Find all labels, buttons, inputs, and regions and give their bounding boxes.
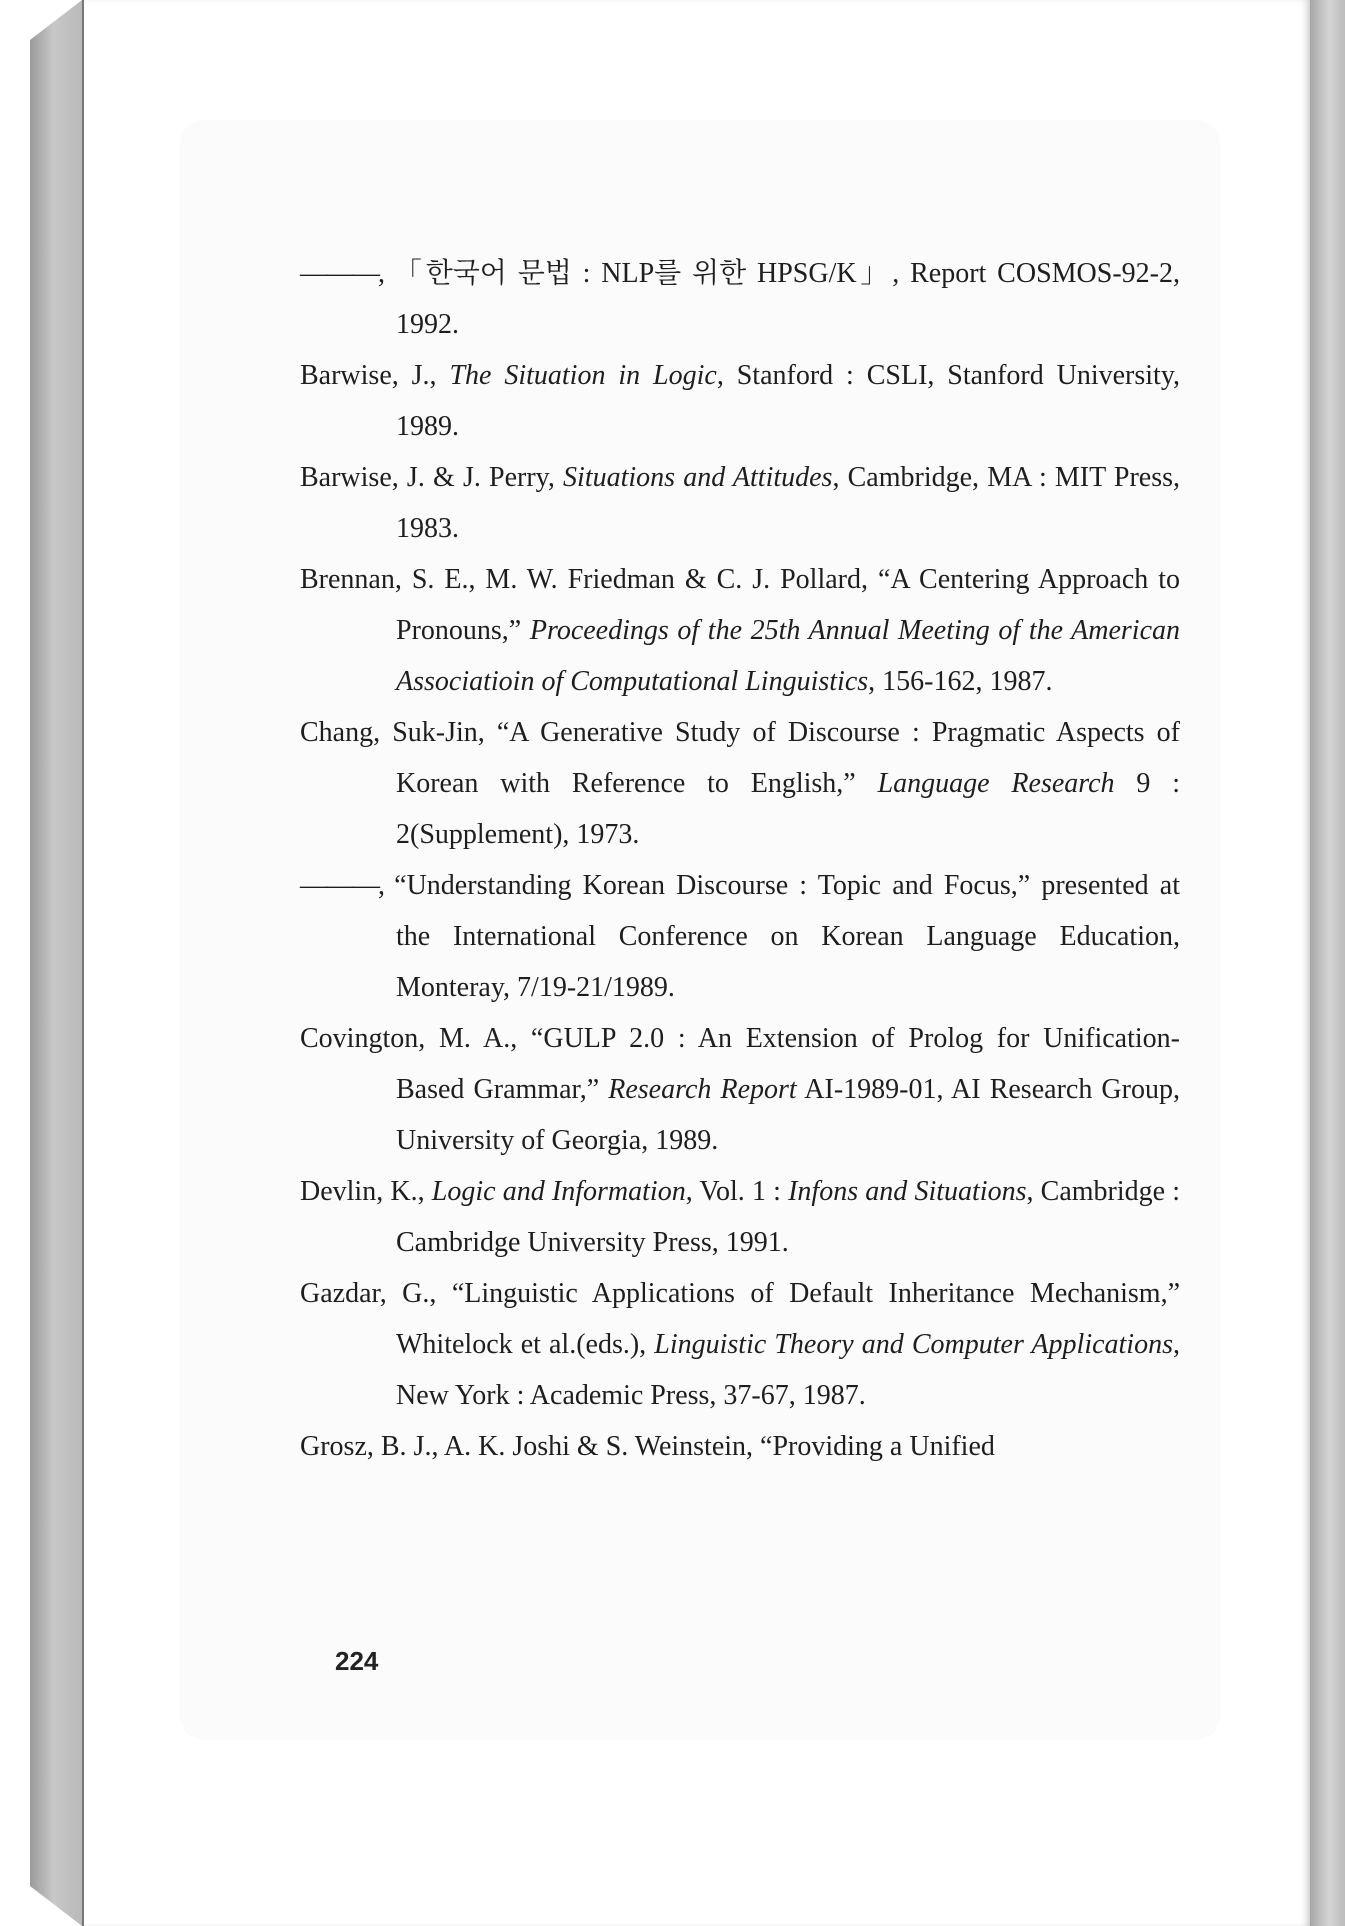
page-right-edge: [1310, 0, 1345, 1926]
reference-author: Barwise, J. & J. Perry,: [300, 462, 555, 493]
reference-text: 9 : 2(Supplement), 1973.: [396, 768, 1181, 850]
reference-author: ———,: [300, 870, 383, 901]
reference-text: , Cambridge : Cambridge University Press, 1991.: [396, 1176, 1181, 1258]
reference-entry: [300, 1166, 1180, 1268]
reference-entry: [300, 554, 1180, 707]
reference-list: [300, 248, 1180, 1472]
reference-text: “GULP 2.0 : An Extension of Prolog for Unification- Based Grammar,”: [396, 1023, 1180, 1105]
reference-title-italic: Logic and Information: [431, 1176, 686, 1207]
reference-author: Brennan, S. E., M. W. Friedman & C. J. Pollard,: [300, 564, 868, 595]
reference-text: 「한국어 문법 : NLP를 위한 HPSG/K」, Report COSMOS-92-2, 1992.: [383, 258, 1180, 340]
reference-text: AI-1989-01, AI Research Group, University of Georgia, 1989.: [396, 1074, 1180, 1156]
reference-entry: [300, 1268, 1180, 1421]
reference-title-italic: Situations and Attitudes: [563, 462, 833, 493]
reference-entry: [300, 350, 1180, 452]
reference-text: , Vol. 1 :: [685, 1176, 789, 1207]
reference-entry: [300, 1421, 1180, 1472]
reference-title-italic: Research Report: [608, 1074, 797, 1105]
reference-text: “Linguistic Applications of Default Inheritance Mechanism,” Whitelock et al.(eds.),: [396, 1278, 1180, 1360]
reference-text: , Stanford : CSLI, Stanford University, 1989.: [396, 360, 1181, 442]
reference-author: Barwise, J.,: [300, 360, 437, 391]
reference-title-italic: Infons and Situations: [788, 1176, 1027, 1207]
reference-title-italic: The Situation in Logic: [449, 360, 717, 391]
reference-author: ———,: [300, 258, 383, 289]
reference-text: “Providing a Unified: [753, 1431, 995, 1462]
reference-text: , 156-162, 1987.: [868, 666, 1053, 697]
reference-text: [425, 1176, 432, 1207]
reference-entry: [300, 452, 1180, 554]
reference-text: “A Centering Approach to Pronouns,”: [396, 564, 1181, 646]
book-spine: [30, 0, 82, 1926]
reference-author: Chang, Suk-Jin,: [300, 717, 485, 748]
reference-author: Covington, M. A.,: [300, 1023, 518, 1054]
reference-entry: [300, 248, 1180, 350]
reference-author: Devlin, K.,: [300, 1176, 425, 1207]
reference-text: “Understanding Korean Discourse : Topic and Focus,” presented at the International Conference on Korean Language Education, Monteray, 7/19-21/1989.: [383, 870, 1180, 1003]
reference-title-italic: Proceedings of the 25th Annual Meeting of the American Associatioin of Computational Linguistics: [396, 615, 1180, 697]
reference-author: Grosz, B. J., A. K. Joshi & S. Weinstein,: [300, 1431, 754, 1462]
reference-entry: [300, 1013, 1180, 1166]
reference-author: Gazdar, G.,: [300, 1278, 437, 1309]
reference-text: [437, 360, 450, 391]
reference-entry: [300, 707, 1180, 860]
reference-text: “A Generative Study of Discourse : Pragmatic Aspects of Korean with Reference to English,”: [396, 717, 1180, 799]
reference-text: , Cambridge, MA : MIT Press, 1983.: [396, 462, 1181, 544]
reference-text: [555, 462, 563, 493]
reference-title-italic: Language Research: [877, 768, 1115, 799]
reference-title-italic: Linguistic Theory and Computer Applications: [654, 1329, 1173, 1360]
reference-entry: [300, 860, 1180, 1013]
reference-text: , New York : Academic Press, 37-67, 1987.: [396, 1329, 1180, 1411]
page-number: 224: [335, 1646, 379, 1676]
